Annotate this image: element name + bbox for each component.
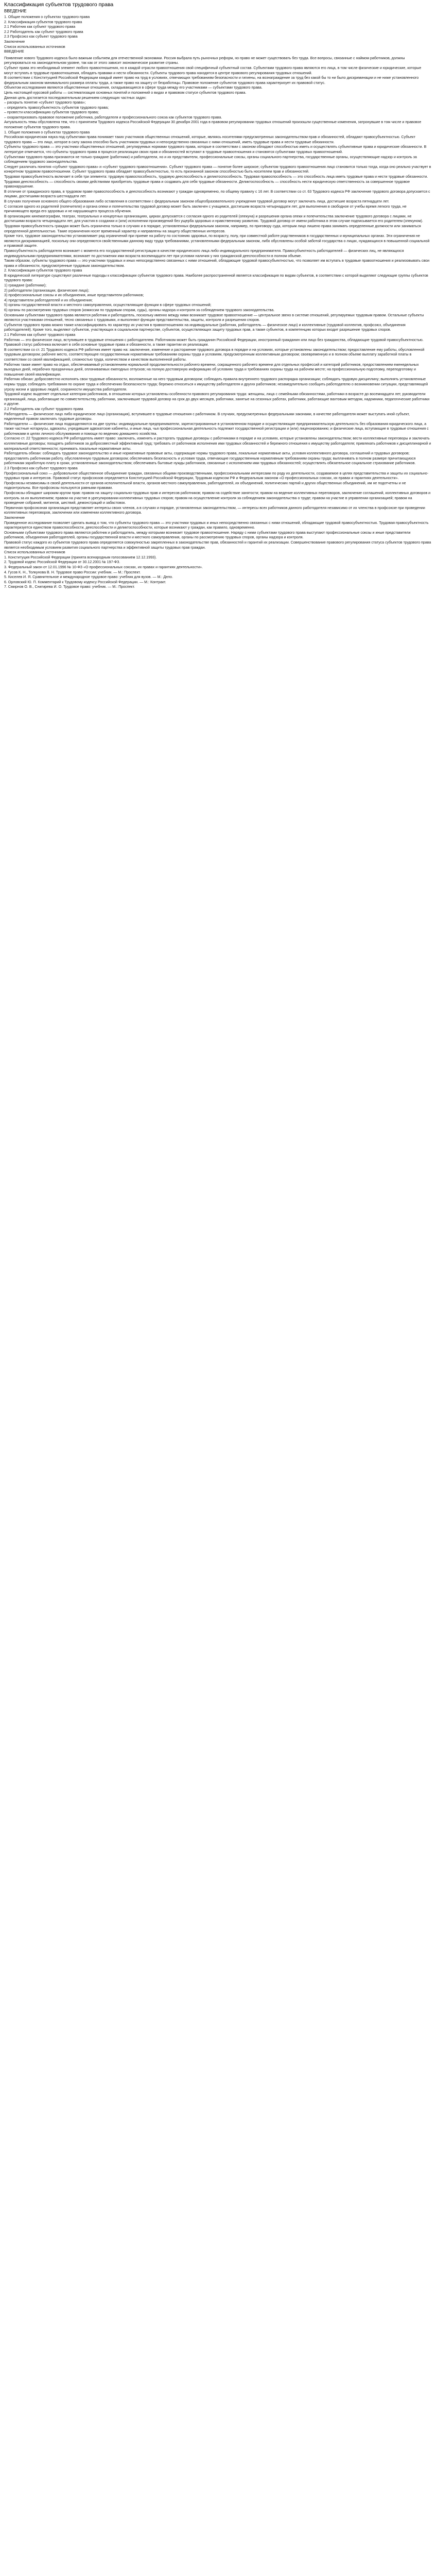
paragraph: – определить правосубъектность субъектов трудового права; bbox=[4, 105, 109, 110]
paragraph: Первичная профсоюзная организация представляет интересы своих членов, а в случаях и порядке, установленных законодательством, — интересы всех работников данного работодателя независимо от их членства в профсоюзе при проведении коллективных переговоров, заключении или изменении коллективного договора. bbox=[4, 505, 425, 515]
paragraph: Субъекты трудового права — это участники общественных отношений, регулируемых нормами трудового права, которые в соответствии с законом обладают способностью иметь и осуществлять субъективные права и юридические обязанности. В литературе отмечается, что субъекты трудового права в процессе реализации своих прав и обязанностей вступают в трудовые правоотношения и становятся субъектами трудовых правоотношений. bbox=[4, 145, 427, 155]
paragraph: Профсоюзы обладают широким кругом прав: правом на защиту социально-трудовых прав и интересов работников; правом на содействие занятости; правом на ведение коллективных переговоров, заключение соглашений, коллективных договоров и контроль за их выполнением; правом на участие в урегулировании коллективных трудовых споров; правом на осуществление контроля за соблюдением законодательства о труде; правом на участие в управлении организацией; правом на проведение собраний, митингов, шествий, демонстраций и забастовок. bbox=[4, 491, 431, 505]
paragraph: Работодатели — физические лица подразделяются на две группы: индивидуальные предприниматели, зарегистрированные в установленном порядке и осуществляющие предпринимательскую деятельность без образования юридического лица, а также частные нотариусы, адвокаты, учредившие адвокатские кабинеты, и иные лица, чья профессиональная деятельность подлежит государственной регистрации и (или) лицензированию; и физические лица, вступающие в трудовые отношения с работниками в целях личного обслуживания и помощи по ведению домашнего хозяйства. bbox=[4, 421, 429, 436]
paragraph: Основными субъектами трудового права являются работник и работодатель, между которыми возникает трудовое правоотношение. Наряду с ними субъектами трудового права выступают профессиональные союзы и иные представители работников, объединения работодателей, органы государственной власти и местного самоуправления, органы по рассмотрению трудовых споров, органы надзора и контроля. bbox=[4, 530, 411, 540]
paragraph: Данная цель достигается последовательным решением следующих частных задач: bbox=[4, 95, 147, 100]
table-of-contents bbox=[4, 15, 431, 55]
paragraph: В отличие от гражданского права, в трудовом праве правоспособность и дееспособность возникают у граждан одновременно, по общему правилу с 16 лет. В соответствии со ст. 63 Трудового кодекса РФ заключение трудового договора допускается с лицами, достигшими возраста шестнадцати лет. bbox=[4, 189, 430, 199]
paragraph: 6. Орловский Ю. П. Комментарий к Трудовому кодексу Российской Федерации. — М.: Контракт. bbox=[4, 580, 166, 584]
paragraph: 2. Трудовой кодекс Российской Федерации от 30.12.2001 № 197-ФЗ. bbox=[4, 560, 120, 565]
paragraph: Согласно ст. 22 Трудового кодекса РФ работодатель имеет право: заключать, изменять и расторгать трудовые договоры с работниками в порядке и на условиях, которые установлены законодательством; вести коллективные переговоры и заключать коллективные договоры; поощрять работников за добросовестный эффективный труд; требовать от работников исполнения ими трудовых обязанностей и бережного отношения к имуществу работодателя; привлекать работников к дисциплинарной и материальной ответственности; принимать локальные нормативные акты. bbox=[4, 436, 431, 451]
paragraph: С согласия одного из родителей (попечителя) и органа опеки и попечительства трудовой договор может быть заключен с учащимся, достигшим возраста четырнадцати лет, для выполнения в свободное от учебы время легкого труда, не причиняющего вреда его здоровью и не нарушающего процесса обучения. bbox=[4, 204, 407, 214]
paragraph: 6) органы по рассмотрению трудовых споров (комиссии по трудовым спорам, суды), органы надзора и контроля за соблюдением трудового законодательства. bbox=[4, 308, 275, 313]
paragraph: Профсоюзы независимы в своей деятельности от органов исполнительной власти, органов местного самоуправления, работодателей, их объединений, политических партий и других общественных объединений, им не подотчетны и не подконтрольны. Все профсоюзы пользуются равными правами. bbox=[4, 481, 406, 490]
toc-item: 2.1 Работник как субъект трудового права bbox=[4, 25, 76, 29]
paragraph: В юридической литературе существуют различные подходы к классификации субъектов трудового права. Наиболее распространенной является классификация по видам субъектов, в соответствии с которой выделяют следующие группы субъектов трудового права: bbox=[4, 273, 428, 283]
section-heading: Заключение bbox=[4, 515, 25, 520]
section-heading: 2.1 Работник как субъект трудового права bbox=[4, 333, 76, 337]
paragraph: Трудовая правосубъектность граждан может быть ограничена только в случаях и в порядке, установленных федеральным законом, например, по приговору суда, которым лицо лишено права занимать определенные должности или заниматься определенной деятельностью. Такие ограничения носят временный характер и направлены на защиту общественных интересов. bbox=[4, 224, 421, 233]
paragraph: 3) профессиональные союзы и их объединения, иные представители работников; bbox=[4, 293, 144, 298]
paragraph: Трудовая правосубъектность включает в себя три элемента: трудовую правоспособность, трудовую дееспособность и деликтоспособность. Трудовая правоспособность — это способность лица иметь трудовые права и нести трудовые обязанности. Трудовая дееспособность — способность своими действиями приобретать трудовые права и создавать для себя трудовые обязанности. Деликтоспособность — способность нести юридическую ответственность за совершенное трудовое правонарушение. bbox=[4, 175, 428, 189]
paragraph: – провести классификацию субъектов трудового права; bbox=[4, 110, 99, 115]
paragraph: Проведенное исследование позволяет сделать вывод о том, что субъекты трудового права — это участники трудовых и иных непосредственно связанных с ними отношений, обладающие трудовой правосубъектностью. Трудовая правосубъектность характеризуется единством правоспособности, дееспособности и деликтоспособности, которые возникают у граждан, как правило, одновременно. bbox=[4, 520, 429, 530]
section-heading: 2.2 Работодатель как субъект трудового права bbox=[4, 406, 83, 411]
section-heading: 2.3 Профсоюз как субъект трудового права bbox=[4, 466, 78, 471]
paragraph: Работодатель обязан: соблюдать трудовое законодательство и иные нормативные правовые акты, содержащие нормы трудового права, локальные нормативные акты, условия коллективного договора, соглашений и трудовых договоров; предоставлять работникам работу, обусловленную трудовым договором; обеспечивать безопасность и условия труда, отвечающие государственным нормативным требованиям охраны труда; выплачивать в полном размере причитающуюся работникам заработную плату в сроки, установленные законодательством; обеспечивать бытовые нужды работников, связанные с исполнением ими трудовых обязанностей; осуществлять обязательное социальное страхование работников. bbox=[4, 451, 416, 466]
section-heading: 1. Общие положения о субъектах трудового права bbox=[4, 130, 90, 134]
paragraph: 5) органы государственной власти и местного самоуправления, осуществляющие функции в сфере трудовых отношений; bbox=[4, 303, 212, 308]
paragraph: Актуальность темы обусловлена тем, что с принятием Трудового кодекса Российской Федерации 30 декабря 2001 года в правовом регулировании трудовых отношений произошли существенные изменения, затронувшие в том числе и правовое положение субъектов трудового права. bbox=[4, 120, 422, 130]
paragraph: 1) граждане (работники); bbox=[4, 283, 47, 288]
paragraph: Следует различать понятия «субъект трудового права» и «субъект трудового правоотношения». Субъект трудового права — понятие более широкое; субъектом трудового правоотношения лицо становится только тогда, когда оно реально участвует в конкретном трудовом правоотношении. Субъект трудового права обладает правосубъектностью, то есть признанной законом способностью быть носителем прав и обязанностей. bbox=[4, 164, 431, 174]
paragraph: Работник также имеет право на отдых, обеспечиваемый установлением нормальной продолжительности рабочего времени, сокращенного рабочего времени для отдельных профессий и категорий работников, предоставлением еженедельных выходных дней, нерабочих праздничных дней, оплачиваемых ежегодных отпусков; на полную достоверную информацию об условиях труда и требованиях охраны труда на рабочем месте; на профессиональную подготовку, переподготовку и повышение своей квалификации. bbox=[4, 362, 419, 377]
paragraph: Таким образом, субъекты трудового права — это участники трудовых и иных непосредственно связанных с ними отношений, обладающие трудовой правосубъектностью, что позволяет им вступать в трудовые правоотношения и реализовывать свои права и обязанности, предусмотренные трудовым законодательством. bbox=[4, 259, 430, 268]
document-subtitle: ВВЕДЕНИЕ bbox=[4, 9, 27, 13]
paragraph: Работник обязан: добросовестно исполнять свои трудовые обязанности, возложенные на него трудовым договором; соблюдать правила внутреннего трудового распорядка организации; соблюдать трудовую дисциплину; выполнять установленные нормы труда; соблюдать требования по охране труда и обеспечению безопасности труда; бережно относиться к имуществу работодателя и других работников; незамедлительно сообщить работодателю о возникновении ситуации, представляющей угрозу жизни и здоровью людей, сохранности имущества работодателя. bbox=[4, 377, 428, 392]
paragraph: Правосубъектность работодателя возникает с момента его государственной регистрации в качестве юридического лица либо индивидуального предпринимателя. Правосубъектность работодателей — физических лиц, не являющихся индивидуальными предпринимателями, возникает по достижении ими возраста восемнадцати лет при условии наличия у них гражданской дееспособности в полном объеме. bbox=[4, 248, 404, 258]
paragraph: Появление нового Трудового кодекса было важным событием для отечественной экономики. Россия выбрала путь рыночных реформ, но право не может существовать без труда. Все вопросы, связанные с наймом работников, должны регулироваться на законодательном уровне, так как от этого зависит экономическое развитие страны. bbox=[4, 56, 405, 65]
paragraph: 3. Федеральный закон от 12.01.1996 № 10-ФЗ «О профессиональных союзах, их правах и гарантиях деятельности». bbox=[4, 565, 203, 569]
document-title: Классификация субъектов трудового права bbox=[4, 2, 114, 8]
toc-item: 2.2 Работодатель как субъект трудового права bbox=[4, 29, 83, 34]
paragraph: В соответствии со ст. 21 Трудового кодекса РФ работник имеет право на: заключение, изменение и расторжение трудового договора в порядке и на условиях, которые установлены законодательством; предоставление ему работы, обусловленной трудовым договором; рабочее место, соответствующее государственным нормативным требованиям охраны труда и условиям, предусмотренным коллективным договором; своевременную и в полном объеме выплату заработной платы в соответствии со своей квалификацией, сложностью труда, количеством и качеством выполненной работы. bbox=[4, 347, 425, 362]
paragraph: В случаях получения основного общего образования либо оставления в соответствии с федеральным законом общеобразовательного учреждения трудовой договор могут заключать лица, достигшие возраста пятнадцати лет. bbox=[4, 199, 390, 204]
paragraph: Основными субъектами трудового права являются работник и работодатель, поскольку именно между ними возникает трудовое правоотношение — центральное звено в системе отношений, регулируемых трудовым правом. Остальные субъекты являются участниками отношений, тесно связанных с трудовыми, и выполняют функции представительства, защиты, контроля и разрешения споров. bbox=[4, 313, 424, 323]
paragraph: Профессиональный союз — добровольное общественное объединение граждан, связанных общими производственными, профессиональными интересами по роду их деятельности, создаваемое в целях представительства и защиты их социально-трудовых прав и интересов. Правовой статус профсоюзов определяется Конституцией Российской Федерации, Трудовым кодексом РФ и Федеральным законом «О профессиональных союзах, их правах и гарантиях деятельности». bbox=[4, 471, 429, 481]
paragraph: – раскрыть понятие «субъект трудового права»; bbox=[4, 100, 86, 105]
section-heading: Список использованных источников bbox=[4, 550, 65, 555]
toc-item: Заключение bbox=[4, 39, 25, 44]
paragraph: Кроме того, трудовое законодательство устанавливает ряд ограничений при приеме на работу по состоянию здоровья, по возрасту, полу, при совместной работе родственников в государственных и муниципальных органах. Эти ограничения не являются дискриминацией, поскольку они определяются свойственными данному виду труда требованиями, установленными федеральным законом, либо обусловлены особой заботой государства о лицах, нуждающихся в повышенной социальной и правовой защите. bbox=[4, 234, 430, 248]
toc-item: ВВЕДЕНИЕ bbox=[4, 49, 24, 54]
paragraph: Трудовой кодекс выделяет отдельные категории работников, в отношении которых установлены особенности правового регулирования труда: женщины, лица с семейными обязанностями, работники в возрасте до восемнадцати лет, руководители организаций, лица, работающие по совместительству, работники, заключившие трудовой договор на срок до двух месяцев, работники, занятые на сезонных работах, работники, работающие вахтовым методом, надомники, педагогические работники и другие. bbox=[4, 392, 430, 406]
toc-item: 1. Общие положения о субъектах трудового права bbox=[4, 15, 90, 19]
paragraph: 5. Киселев И. Я. Сравнительное и международное трудовое право: учебник для вузов. — М.: Дело. bbox=[4, 575, 173, 580]
paragraph: Субъектами трудового права признаются не только граждане (работники) и работодатели, но и их представители, профессиональные союзы, органы социального партнерства, государственные органы, осуществляющие надзор и контроль за соблюдением трудового законодательства. bbox=[4, 155, 417, 164]
document-body bbox=[4, 56, 431, 590]
paragraph: 7. Смирнов О. В., Снигирева И. О. Трудовое право: учебник. — М.: Проспект. bbox=[4, 585, 135, 589]
paragraph: В организациях кинематографии, театрах, театральных и концертных организациях, цирках допускается с согласия одного из родителей (опекуна) и разрешения органа опеки и попечительства заключение трудового договора с лицами, не достигшими возраста четырнадцати лет, для участия в создании и (или) исполнении произведений без ущерба здоровью и нравственному развитию. Трудовой договор от имени работника в этом случае подписывается его родителем (опекуном). bbox=[4, 214, 423, 224]
paragraph: Работник — это физическое лицо, вступившее в трудовые отношения с работодателем. Работником может быть гражданин Российской Федерации, иностранный гражданин или лицо без гражданства, обладающие трудовой правосубъектностью. Правовой статус работника включает в себя основные трудовые права и обязанности, а также гарантии их реализации. bbox=[4, 337, 424, 347]
paragraph: 2) работодатели (организации, физические лица); bbox=[4, 288, 90, 293]
paragraph: Субъектов трудового права можно также классифицировать по характеру их участия в правоотношениях на индивидуальные (работник, работодатель — физическое лицо) и коллективные (трудовой коллектив, профсоюз, объединения работодателей). Кроме того, выделяют субъектов, участвующих в социальном партнерстве, субъектов, осуществляющих защиту трудовых прав, а также субъектов, в компетенцию которых входит разрешение трудовых споров. bbox=[4, 323, 406, 332]
paragraph: 1. Конституция Российской Федерации (принята всенародным голосованием 12.12.1993). bbox=[4, 555, 157, 560]
paragraph: Субъект права это необходимый элемент любого правоотношения, но в каждой отрасли правоотношения свой специфичный субъектный состав. Субъектами трудового права являются его лица, в том числе физические и юридические, которые могут вступать в трудовые правоотношения, обладать правами и нести обязанности. Субъекты трудового права находятся в центре правового регулирования трудовых отношений. bbox=[4, 65, 422, 75]
paragraph: В соответствии с Конституцией Российской Федерации каждый имеет право на труд в условиях, отвечающих требованиям безопасности и гигиены, на вознаграждение за труд без какой бы то ни было дискриминации и не ниже установленного федеральным законом минимального размера оплаты труда, а также право на защиту от безработицы. Правовое положение субъектов трудового права характеризует их правовой статус. bbox=[4, 76, 419, 85]
section-heading: 2. Классификация субъектов трудового права bbox=[4, 268, 82, 273]
toc-item: 2. Классификация субъектов трудового права bbox=[4, 20, 82, 24]
paragraph: 4. Гусов К. Н., Толкунова В. Н. Трудовое право России: учебник. — М.: Проспект. bbox=[4, 570, 141, 574]
toc-item: 2.3 Профсоюз как субъект трудового права bbox=[4, 35, 78, 39]
paragraph: Работодатель — физическое лицо либо юридическое лицо (организация), вступившее в трудовые отношения с работником. В случаях, предусмотренных федеральными законами, в качестве работодателя может выступать иной субъект, наделенный правом заключать трудовые договоры. bbox=[4, 412, 410, 421]
paragraph: Объектом исследования являются общественные отношения, складывающиеся в сфере труда между его участниками — субъектами трудового права. bbox=[4, 86, 263, 90]
paragraph: – охарактеризовать правовое положение работника, работодателя и профессионального союза как субъектов трудового права. bbox=[4, 115, 222, 120]
paragraph: Цель настоящей курсовой работы — систематизация основных понятий и положений о видах и правовом статусе субъектов трудового права. bbox=[4, 90, 247, 95]
paragraph: 4) представители работодателей и их объединения; bbox=[4, 298, 93, 302]
toc-item: Список использованных источников bbox=[4, 44, 65, 49]
paragraph: Правовой статус каждого из субъектов трудового права определяется совокупностью закрепленных в законодательстве прав, обязанностей и гарантий их реализации. Совершенствование правового регулирования статуса субъектов трудового права является необходимым условием развития социального партнерства и эффективной защиты трудовых прав граждан. bbox=[4, 540, 431, 550]
paragraph: Российская юридическая наука под субъектами права понимает таких участников общественных отношений, которые, являясь носителями предусмотренных законодательством прав и обязанностей, обладают правосубъектностью. Субъект трудового права — это лицо, которое в силу закона способно быть участником трудовых и непосредственно связанных с ними отношений, иметь трудовые права и нести трудовые обязанности. bbox=[4, 135, 415, 144]
